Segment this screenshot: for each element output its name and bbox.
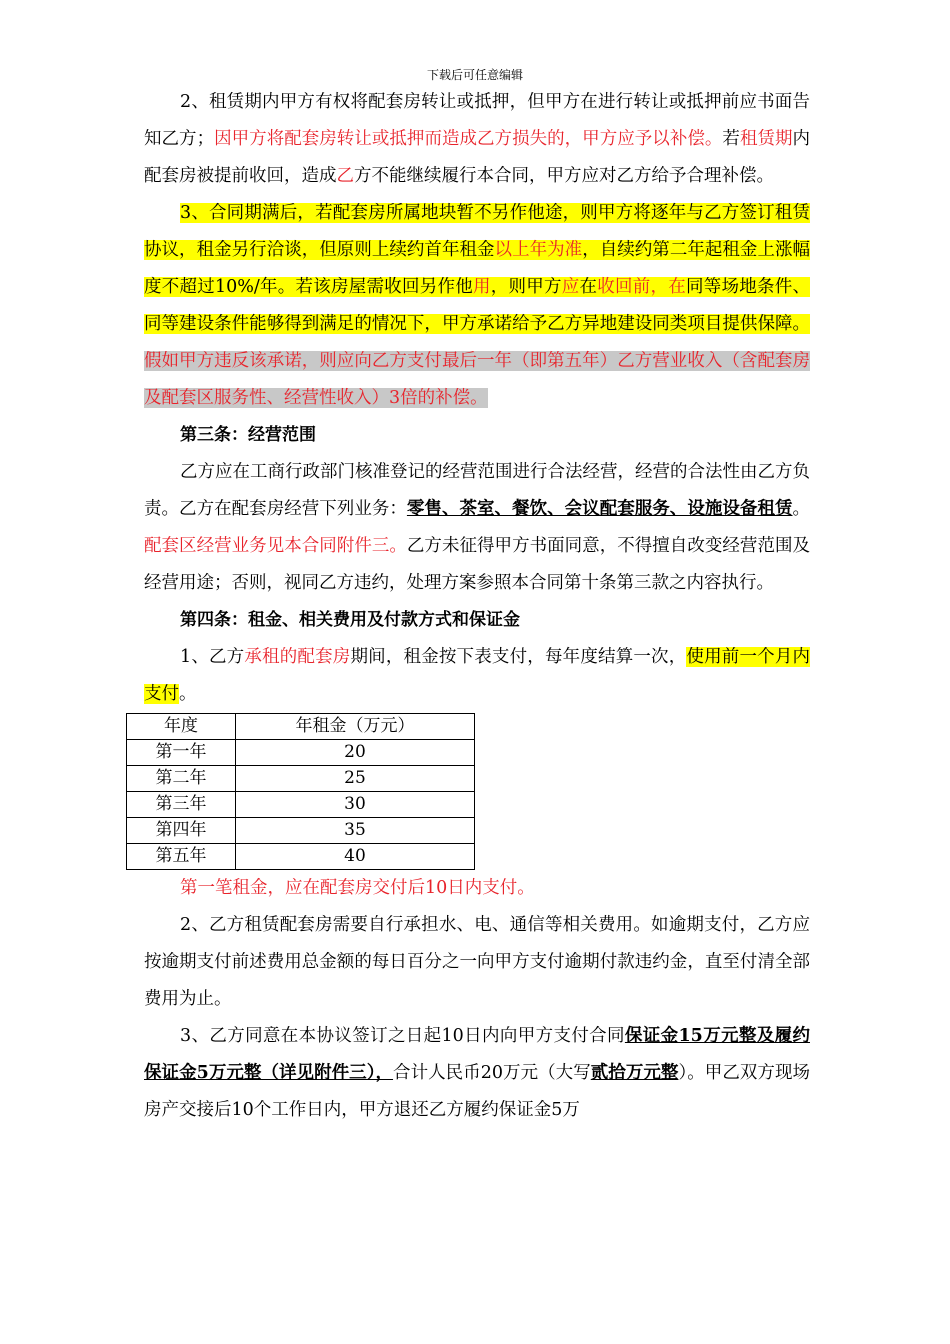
business-scope-text: 乙方应在工商行政部门核准登记的经营范围进行合法经营，经营的合法性由乙方负责。乙方在配套房经营下列业务：	[144, 462, 810, 519]
clause-3-use-text: 用	[473, 277, 491, 297]
clause-2-text: 2、租赁期内甲方有权将配套房转让或抵押，但甲方在进行转让或抵押前应书面告知乙方；	[144, 92, 810, 149]
clause-3-at-text: 在	[579, 277, 598, 297]
deposit-uppercase-amount: 贰拾万元整	[590, 1063, 679, 1083]
deposit-amount-text: 保证金15万元整及履约保证金5万元整（详见附件三），	[144, 1026, 810, 1083]
article-4-heading: 第四条：租金、相关费用及付款方式和保证金	[180, 610, 520, 630]
clause-3-paragraph	[144, 195, 810, 417]
clause-2-compensation-text: 因甲方将配套房转让或抵押而造成乙方损失的，甲方应予以补偿。	[214, 129, 723, 149]
first-payment-note: 第一笔租金，应在配套房交付后10日内支付。	[180, 878, 535, 898]
clause-3-guarantee-text: 同等场地条件、同等建设条件能够得到满足的情况下，甲方承诺给予乙方异地建设同类项目提供保障。	[144, 277, 811, 334]
rent-table	[126, 713, 475, 870]
clause-3-text: 3、合同期满后，若配套房所属地块暂不另作他途，则甲方将逐年与乙方签订租赁协议，租金另行洽谈，但原则上续约首年租金	[144, 203, 810, 260]
clause-2-paragraph	[144, 84, 810, 195]
page-header-note: 下载后可任意编辑	[426, 68, 523, 82]
rent-cell: 30	[236, 792, 475, 818]
clause-2-text-d: 方不能继续履行本合同，甲方应对乙方给予合理补偿。	[354, 166, 774, 186]
year-cell: 第二年	[127, 766, 236, 792]
table-row	[127, 766, 475, 792]
lease-term-text: 租赁期	[739, 129, 793, 149]
rent-payment-paragraph	[144, 639, 810, 713]
rent-cell: 20	[236, 740, 475, 766]
annex-3-reference-text: 配套区经营业务见本合同附件三。	[144, 536, 407, 556]
article-3-heading: 第三条：经营范围	[180, 425, 316, 445]
year-cell: 第四年	[127, 818, 236, 844]
rent-payment-text: 1、乙方	[180, 647, 245, 667]
year-cell: 第五年	[127, 844, 236, 870]
clause-2-text-b: 若	[722, 129, 740, 149]
breach-compensation-text: 假如甲方违反该承诺，则应向乙方支付最后一年（即第五年）乙方营业收入（含配套房及配套区服务性、经营性收入）3倍的补偿。	[144, 351, 810, 408]
previous-year-basis-text: 以上年为准	[494, 240, 583, 260]
rent-cell: 25	[236, 766, 475, 792]
deposit-refund-text: ）。甲乙双方现场房产交接后10个工作日内，甲方退还乙方履约保证金5万	[144, 1063, 810, 1120]
table-row	[127, 844, 475, 870]
deposit-paragraph	[144, 1018, 810, 1129]
clause-3-text-c: ，则甲方	[490, 277, 562, 297]
clause-3-should-text: 应	[561, 277, 580, 297]
year-cell: 第三年	[127, 792, 236, 818]
business-scope-paragraph	[144, 454, 810, 602]
contract-body	[144, 84, 810, 1129]
deposit-text: 3、乙方同意在本协议签订之日起10日内向甲方支付合同	[180, 1026, 625, 1046]
leased-premises-text: 承租的配套房	[244, 647, 351, 667]
deposit-total-text: 合计人民币20万元（大写	[393, 1063, 591, 1083]
table-row	[127, 740, 475, 766]
rent-cell: 40	[236, 844, 475, 870]
utility-fees-paragraph: 2、乙方租赁配套房需要自行承担水、电、通信等相关费用。如逾期支付，乙方应按逾期支付前述费用总金额的每日百分之一向甲方支付逾期付款违约金，直至付清全部费用为止。	[144, 915, 810, 1009]
business-list-text: 零售、茶室、餐饮、会议配套服务、设施设备租赁	[406, 499, 793, 519]
party-b-text: 乙	[336, 166, 354, 186]
rent-cell: 35	[236, 818, 475, 844]
rent-payment-text-b: 期间，租金按下表支付，每年度结算一次，	[350, 647, 687, 667]
clause-3-text-b: ，自续约第二年起租金上涨幅度不超过10%/年。若该房屋需收回另作他	[144, 240, 811, 297]
table-row	[127, 792, 475, 818]
business-scope-restriction-text: 乙方未征得甲方书面同意，不得擅自改变经营范围及经营用途；否则，视同乙方违约，处理方案参照本合同第十条第三款之内容执行。	[144, 536, 810, 593]
rent-payment-end: 。	[179, 684, 197, 704]
payment-timing-text: 使用前一个月内支付	[144, 647, 811, 704]
rent-table-header-row	[127, 714, 475, 740]
business-list-end: 。	[792, 499, 810, 519]
rent-column-header: 年租金（万元）	[236, 714, 475, 740]
table-row	[127, 818, 475, 844]
year-cell: 第一年	[127, 740, 236, 766]
before-recovery-text: 收回前，在	[597, 277, 687, 297]
clause-2-text-c: 内配套房被提前收回，造成	[144, 129, 811, 186]
year-column-header: 年度	[127, 714, 236, 740]
